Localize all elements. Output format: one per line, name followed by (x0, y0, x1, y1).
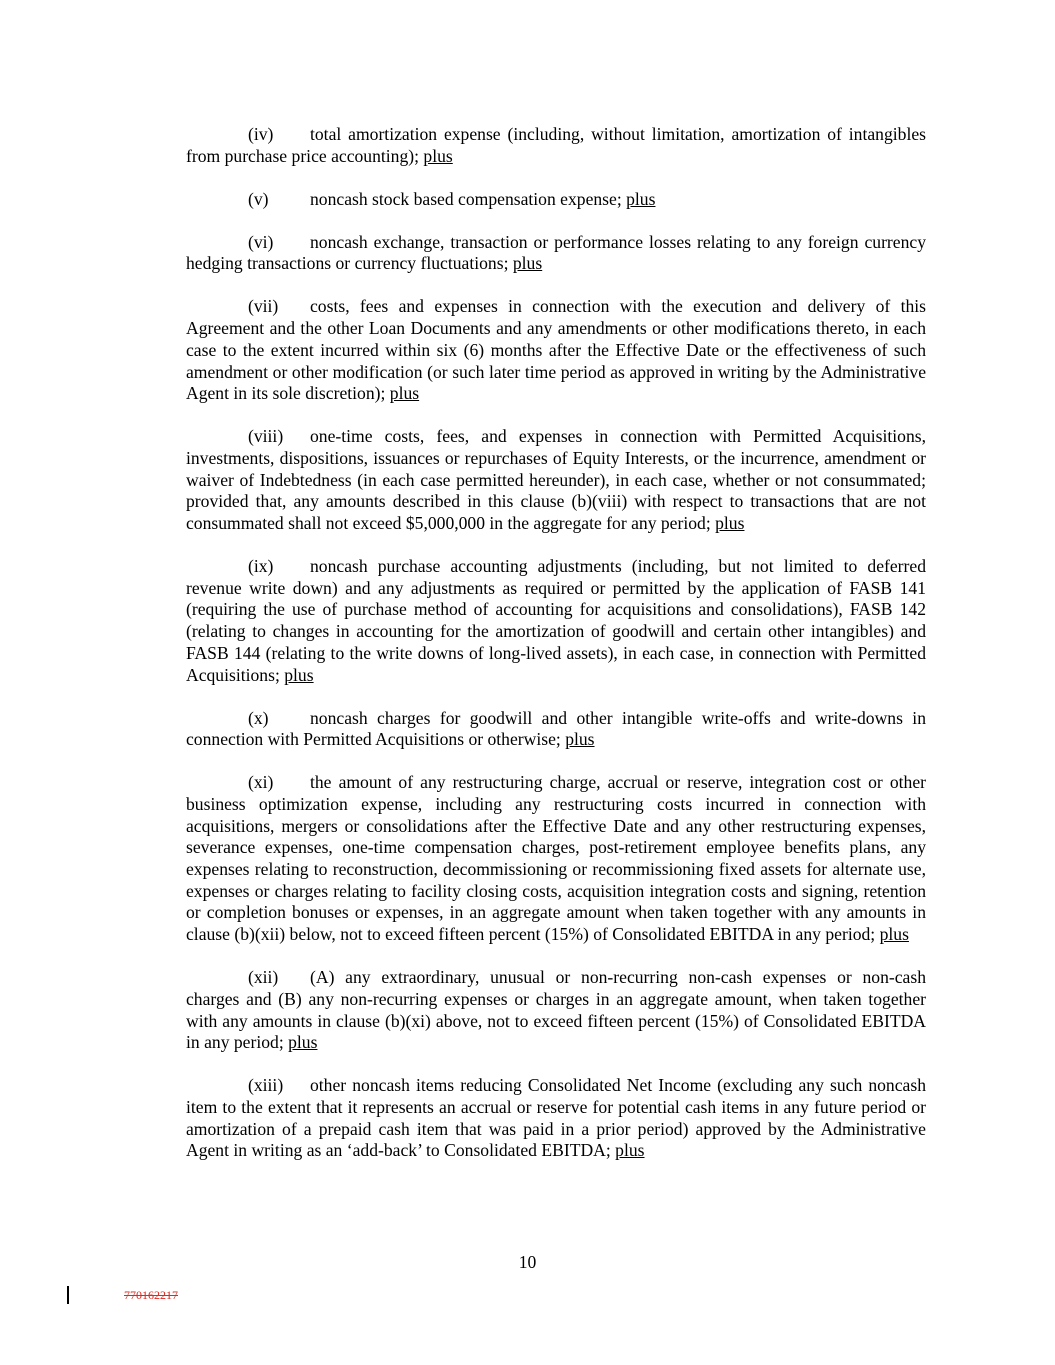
clause-text: costs, fees and expenses in connection with the execution and delivery of this Agreement and the other Loan Documents and any amendments or other modifications thereto, in each case to the extent incurred within six (6) months after the Effective Date or the effectiveness of such amendment or other modification (or such later time period as approved in writing by the Administrative Agent in its sole discretion); (186, 296, 926, 404)
clause-xiii (186, 1075, 926, 1162)
clause-number: (ix) (248, 556, 274, 577)
clause-number: (iv) (248, 124, 274, 144)
clause-suffix: plus (284, 664, 314, 685)
clause-suffix: plus (565, 729, 595, 750)
clause-suffix: plus (879, 924, 909, 945)
clause-text: one-time costs, fees, and expenses in connection with Permitted Acquisitions, investments, dispositions, issuances or repurchases of Equity Interests, or the incurrence, amendment or waiver of Indebtedness (in each case permitted hereunder), in each case, whether or not consummated; provided that, any amounts described in this clause (b)(viii) with respect to transactions that are not consummated shall not exceed $5,000,000 in the aggregate for any period; (186, 426, 926, 534)
clause-text: other noncash items reducing Consolidated Net Income (excluding any such noncash item to the extent that it represents an accrual or reserve for potential cash items in any future period or amortization of a prepaid cash item that was paid in a prior period) approved by the Administrative Agent in writing as an ‘add-back’ to Consolidated EBITDA; (186, 1075, 926, 1161)
clause-suffix: plus (715, 513, 745, 534)
document-id: 770162217 (124, 1288, 178, 1302)
clause-vii (186, 296, 926, 405)
clause-number: (v) (248, 188, 269, 209)
clause-v (186, 189, 926, 211)
clause-text: noncash exchange, transaction or performance losses relating to any foreign currency hedging transactions or currency fluctuations; (186, 231, 926, 274)
clause-number: (xi) (248, 772, 274, 793)
clause-number: (xii) (248, 967, 279, 988)
clause-number: (x) (248, 707, 269, 728)
clause-text: noncash purchase accounting adjustments (including, but not limited to deferred revenue write down) and any adjustments as required or permitted by the application of FASB 141 (requiring the use of purchase method of accounting for acquisitions and consolidations), FASB 142 (relating to changes in accounting for the amortization of goodwill and certain other intangibles) and FASB 144 (relating to the write downs of long-lived assets), in each case, in connection with Permitted Acquisitions; (186, 556, 926, 685)
clause-suffix: plus (626, 188, 656, 209)
clause-text: the amount of any restructuring charge, accrual or reserve, integration cost or other business optimization expense, including any restructuring costs incurred in connection with acquisitions, mergers or consolidations after the Effective Date and any other restructuring expenses, severance expenses, one-time compensation charges, post-retirement employee benefits plans, any expenses relating to reconstruction, decommissioning or recommissioning fixed assets for alternate use, expenses or charges relating to facility closing costs, acquisition integration costs and signing, retention or completion bonuses or expenses, in an aggregate amount when taken together with any amounts in clause (b)(xii) below, not to exceed fifteen percent (15%) of Consolidated EBITDA in any period; (186, 772, 926, 945)
clause-suffix: plus (615, 1140, 645, 1161)
clause-iv (186, 124, 926, 167)
clause-text: total amortization expense (including, without limitation, amortization of intangibles from purchase price accounting); (186, 124, 926, 166)
clause-number: (vii) (248, 296, 279, 317)
clause-number: (viii) (248, 426, 284, 447)
clause-text: noncash charges for goodwill and other intangible write-offs and write-downs in connection with Permitted Acquisitions or otherwise; (186, 707, 926, 750)
clause-suffix: plus (389, 383, 420, 404)
clause-viii (186, 426, 926, 535)
clause-vi (186, 232, 926, 275)
clause-xi (186, 772, 926, 946)
page-number: 10 (518, 1252, 537, 1272)
clause-text: (A) any extraordinary, unusual or non-recurring non-cash expenses or non-cash charges and (B) any non-recurring expenses or charges in an aggregate amount, when taken together with any amounts in clause (b)(xi) above, not to exceed fifteen percent (15%) of Consolidated EBITDA in any period; (186, 967, 926, 1053)
clause-ix (186, 556, 926, 686)
change-bar (67, 1286, 69, 1304)
clause-text: noncash stock based compensation expense; (310, 188, 627, 209)
clause-number: (xiii) (248, 1075, 284, 1096)
clause-suffix: plus (512, 253, 543, 274)
clause-number: (vi) (248, 231, 274, 252)
clause-xii (186, 967, 926, 1054)
document-body (186, 124, 926, 1183)
clause-x (186, 708, 926, 751)
clause-suffix: plus (288, 1032, 318, 1053)
clause-suffix: plus (423, 145, 453, 166)
